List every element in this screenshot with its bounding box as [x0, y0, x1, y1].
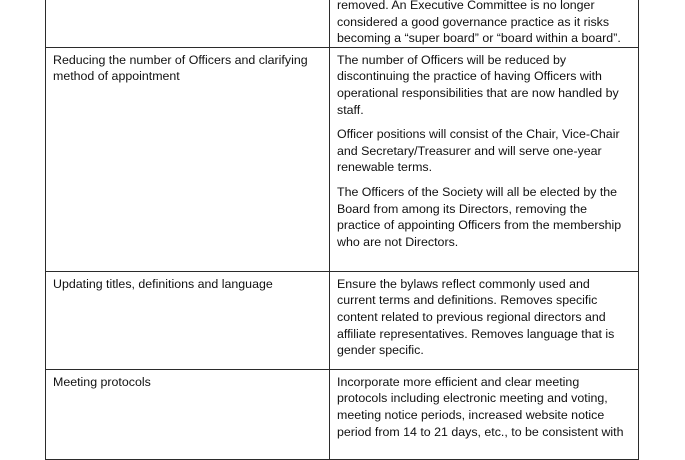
description-paragraph: Incorporate more efficient and clear meeting protocols including electronic meeting and voting, meeting notice periods, increased website notice period from 14 to 21 days, etc., to be consistent with	[337, 374, 624, 439]
table-row	[46, 47, 639, 271]
description-paragraph: Ensure the bylaws reflect commonly used and current terms and definitions. Removes specific content related to previous regional directors and affiliate representatives. Removes language that is gender specific.	[337, 276, 615, 358]
description-cell	[330, 271, 639, 369]
table-row	[46, 271, 639, 369]
description-paragraph: The number of Officers will be reduced by discontinuing the practice of having Officers with operational responsibilities that are now handled by staff.	[337, 52, 619, 117]
table-row	[46, 0, 639, 47]
description-paragraph: The Officers of the Society will all be elected by the Board from among its Directors, removing the practice of appointing Officers from the membership who are not Directors.	[337, 184, 622, 249]
bylaw-changes-table	[45, 0, 639, 460]
description-cell	[330, 369, 639, 459]
description-cell	[330, 0, 639, 47]
description-paragraph: Officer positions will consist of the Chair, Vice-Chair and Secretary/Treasurer and will serve one-year renewable terms.	[337, 127, 620, 175]
description-cell	[330, 47, 639, 271]
description-paragraph: removed. An Executive Committee is no longer considered a good governance practice as it risks becoming a “super board” or “board within a board”.	[337, 0, 621, 46]
table-row	[46, 369, 639, 459]
topic-cell: Reducing the number of Officers and clarifying method of appointment	[46, 47, 330, 271]
topic-cell	[46, 0, 330, 47]
topic-cell: Meeting protocols	[46, 369, 330, 459]
topic-cell: Updating titles, definitions and language	[46, 271, 330, 369]
